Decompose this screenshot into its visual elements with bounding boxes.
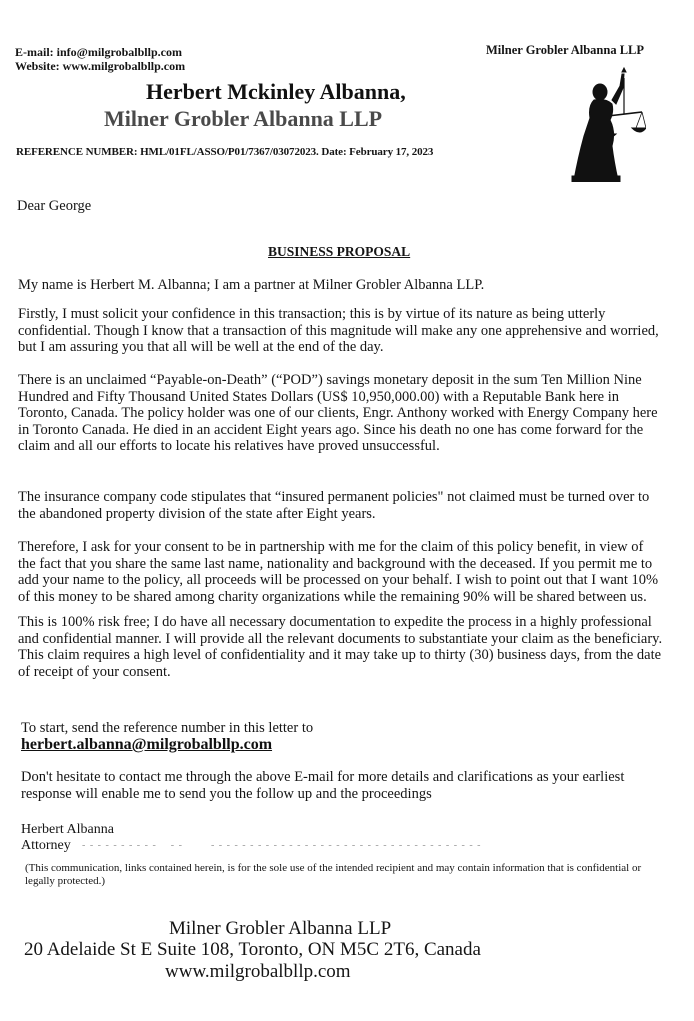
footer-firm: Milner Grobler Albanna LLP: [169, 918, 392, 939]
reply-email-link[interactable]: herbert.albanna@milgrobalbllp.com: [21, 736, 273, 753]
contact-email: E-mail: info@milgrobalbllp.com: [15, 45, 182, 59]
salutation: Dear George: [17, 198, 92, 214]
paragraph-deposit: There is an unclaimed “Payable-on-Death” (“POD”) savings monetary deposit in the sum Ten Million Nine Hundred and Fifty Thousand United States Dollars (US$ 10,950,000.00) with a Reputable Bank here in Toronto, Canada. The policy holder was one of our clients, Engr. Anthony worked with Energy Company here in Toronto Canada. He died in an accident Eight years ago. Since his death no one has come forward for the claim and all our efforts to locate his relatives have proved unsuccessful.: [18, 372, 658, 454]
sender-name: Herbert Mckinley Albanna,: [146, 79, 406, 104]
subject-heading: BUSINESS PROPOSAL: [268, 244, 411, 259]
contact-website: Website: www.milgrobalbllp.com: [15, 59, 186, 73]
paragraph-confidence: Firstly, I must solicit your confidence in this transaction; this is by virtue of its nature as being utterly confidential. Though I know that a transaction of this magnitude will make any one apprehensive and worried, but I am assuring you that all will be well at the end of the day.: [18, 306, 659, 355]
paragraph-insurance: The insurance company code stipulates that “insured permanent policies" not claimed must be turned over to the abandoned property division of the state after Eight years.: [18, 489, 650, 522]
footer-website[interactable]: www.milgrobalbllp.com: [165, 961, 351, 982]
instruction-text: To start, send the reference number in this letter to: [21, 720, 314, 736]
paragraph-partnership: Therefore, I ask for your consent to be in partnership with me for the claim of this policy benefit, in view of the fact that you share the same last name, nationality and background with the deceased. If you permit me to add your name to the policy, all proceeds will be processed on your behalf. I wish to point out that I want 10% of this money to be shared among charity organizations while the remaining 90% will be shared between us.: [18, 539, 659, 605]
lady-justice-icon: [568, 66, 646, 182]
paragraph-intro: My name is Herbert M. Albanna; I am a partner at Milner Grobler Albanna LLP.: [18, 277, 485, 293]
disclaimer: (This communication, links contained herein, is for the sole use of the intended recipient and may contain information that is confidential or legally protected.): [25, 862, 642, 887]
paragraph-closing: Don't hesitate to contact me through the above E-mail for more details and clarifications as your earliest response will enable me to send you the follow up and the proceedings: [21, 769, 625, 802]
firm-name: Milner Grobler Albanna LLP: [104, 106, 383, 131]
signature-name: Herbert Albanna: [21, 822, 114, 837]
firm-corner-label: Milner Grobler Albanna LLP: [486, 43, 645, 57]
signature-title: Attorney: [21, 838, 71, 853]
footer-address: 20 Adelaide St E Suite 108, Toronto, ON M5C 2T6, Canada: [24, 939, 481, 960]
reference-line: REFERENCE NUMBER: HML/01FL/ASSO/P01/7367/03072023. Date: February 17, 2023: [16, 146, 434, 158]
paragraph-risk-free: This is 100% risk free; I do have all necessary documentation to expedite the process in a highly professional and confidential manner. I will provide all the relevant documents to substantiate your claim as the beneficiary. This claim requires a high level of confidentiality and it may take up to thirty (30) business days, from the date of receipt of your consent.: [18, 614, 663, 680]
signature-rule: - - - - - - - - - - - - - - - - - - - - - - - - - - - - - - - - - - - - - - - - - - - - - - -: [82, 840, 482, 851]
